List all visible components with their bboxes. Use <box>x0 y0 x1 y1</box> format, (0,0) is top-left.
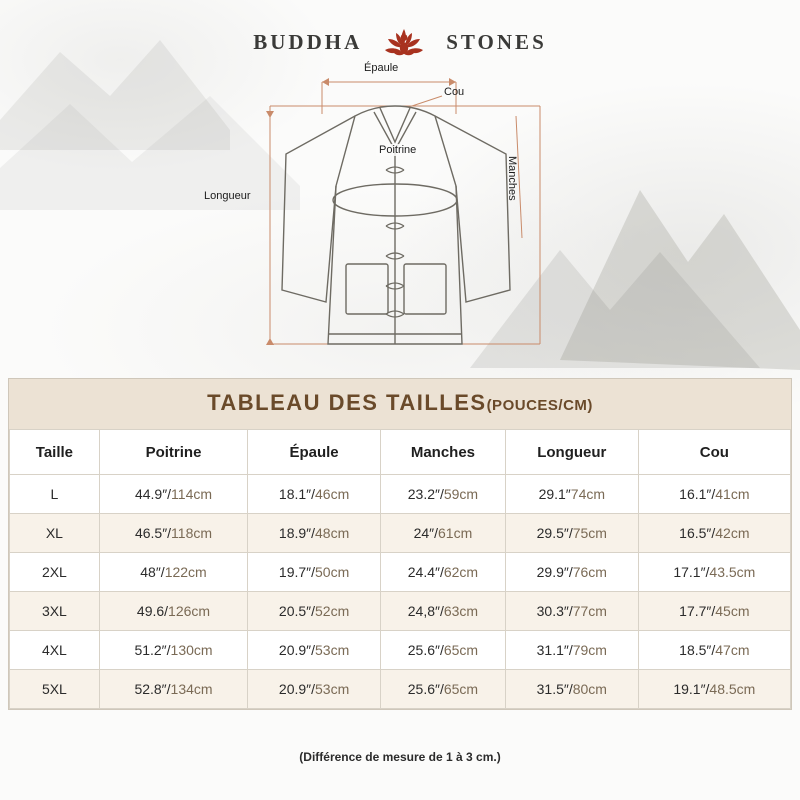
cell-length-inches: 31.1″/ <box>536 642 573 658</box>
cell-sleeve <box>380 631 505 670</box>
cell-size: 4XL <box>10 631 100 670</box>
cell-chest-inches: 49.6/ <box>136 603 169 619</box>
size-table-title-text: TABLEAU DES TAILLES <box>207 390 487 415</box>
cell-shoulder <box>248 514 381 553</box>
diagram-label-shoulder: Épaule <box>364 62 399 74</box>
cell-neck <box>638 475 790 514</box>
cell-neck-cm: 41cm <box>715 486 750 502</box>
cell-shoulder-inches: 20.5″/ <box>278 603 315 619</box>
cell-chest <box>99 514 247 553</box>
size-table-title-unit: (POUCES/CM) <box>486 397 593 414</box>
column-header-chest: Poitrine <box>99 430 247 475</box>
cell-sleeve-cm: 65cm <box>443 681 479 697</box>
table-row <box>10 592 791 631</box>
table-header-row <box>10 430 791 475</box>
cell-sleeve-inches: 25.6″/ <box>407 642 444 658</box>
cell-sleeve-inches: 24″/ <box>413 525 439 541</box>
table-row <box>10 670 791 709</box>
column-header-length: Longueur <box>505 430 638 475</box>
cell-sleeve <box>380 514 505 553</box>
garment-measurement-diagram <box>150 58 650 368</box>
column-header-shoulder: Épaule <box>248 430 381 475</box>
cell-chest-cm: 134cm <box>170 681 213 697</box>
cell-shoulder <box>248 670 381 709</box>
cell-shoulder-cm: 50cm <box>315 564 350 580</box>
cell-neck <box>638 592 790 631</box>
cell-length <box>505 631 638 670</box>
diagram-label-sleeve: Manches <box>506 156 518 201</box>
cell-length-cm: 74cm <box>570 486 606 502</box>
cell-neck <box>638 631 790 670</box>
cell-neck-cm: 42cm <box>715 525 750 541</box>
cell-chest <box>99 592 247 631</box>
diagram-label-length: Longueur <box>204 190 251 202</box>
cell-sleeve-cm: 63cm <box>443 603 479 619</box>
cell-sleeve-cm: 62cm <box>443 564 479 580</box>
cell-shoulder-inches: 18.1″/ <box>278 486 315 502</box>
cell-neck-inches: 16.5″/ <box>679 525 716 541</box>
cell-chest <box>99 631 247 670</box>
cell-neck-inches: 17.1″/ <box>673 564 710 580</box>
cell-neck-inches: 17.7″/ <box>679 603 716 619</box>
cell-sleeve-inches: 24,8″/ <box>407 603 444 619</box>
cell-size: L <box>10 475 100 514</box>
column-header-neck: Cou <box>638 430 790 475</box>
cell-shoulder-cm: 52cm <box>315 603 350 619</box>
cell-chest-cm: 130cm <box>170 642 213 658</box>
cell-chest-cm: 118cm <box>171 525 213 541</box>
cell-chest-cm: 114cm <box>171 486 213 502</box>
cell-chest-inches: 52.8″/ <box>134 681 171 697</box>
cell-length <box>505 475 638 514</box>
cell-length-inches: 31.5″/ <box>536 681 573 697</box>
cell-neck-cm: 43.5cm <box>709 564 756 580</box>
cell-shoulder-inches: 18.9″/ <box>278 525 315 541</box>
cell-chest-inches: 48″/ <box>140 564 165 580</box>
cell-chest <box>99 670 247 709</box>
cell-chest-inches: 51.2″/ <box>134 642 171 658</box>
cell-length-cm: 80cm <box>572 681 607 697</box>
cell-length <box>505 592 638 631</box>
cell-chest <box>99 553 247 592</box>
cell-neck <box>638 553 790 592</box>
cell-neck-inches: 19.1″/ <box>673 681 710 697</box>
size-table-title <box>9 379 791 429</box>
cell-neck-cm: 47cm <box>715 642 750 658</box>
cell-sleeve <box>380 475 505 514</box>
cell-shoulder <box>248 592 381 631</box>
cell-sleeve-inches: 24.4″/ <box>407 564 444 580</box>
table-row <box>10 514 791 553</box>
cell-shoulder-cm: 48cm <box>315 525 350 541</box>
cell-size: 3XL <box>10 592 100 631</box>
cell-neck-cm: 48.5cm <box>709 681 756 697</box>
cell-sleeve-cm: 65cm <box>443 642 479 658</box>
cell-chest <box>99 475 247 514</box>
size-table-container <box>8 378 792 710</box>
diagram-label-chest: Poitrine <box>376 144 419 156</box>
cell-sleeve-cm: 61cm <box>438 525 473 541</box>
cell-size: 2XL <box>10 553 100 592</box>
cell-neck <box>638 514 790 553</box>
cell-size: XL <box>10 514 100 553</box>
column-header-sleeve: Manches <box>380 430 505 475</box>
cell-chest-cm: 122cm <box>164 564 207 580</box>
cell-sleeve <box>380 592 505 631</box>
brand-name-right: STONES <box>446 29 547 54</box>
cell-length-cm: 77cm <box>572 603 607 619</box>
cell-shoulder-cm: 53cm <box>315 642 350 658</box>
cell-sleeve <box>380 670 505 709</box>
diagram-label-neck: Cou <box>444 86 465 98</box>
table-row <box>10 553 791 592</box>
cell-size: 5XL <box>10 670 100 709</box>
cell-sleeve-cm: 59cm <box>443 486 479 502</box>
cell-neck-inches: 16.1″/ <box>679 486 716 502</box>
cell-shoulder-inches: 20.9″/ <box>278 681 315 697</box>
cell-shoulder-inches: 19.7″/ <box>278 564 315 580</box>
cell-sleeve-inches: 25.6″/ <box>407 681 444 697</box>
column-header-size: Taille <box>10 430 100 475</box>
cell-neck <box>638 670 790 709</box>
cell-chest-inches: 44.9″/ <box>134 486 172 502</box>
cell-shoulder <box>248 475 381 514</box>
size-table <box>9 429 791 709</box>
cell-length <box>505 514 638 553</box>
cell-shoulder-cm: 53cm <box>315 681 350 697</box>
cell-length-cm: 75cm <box>572 525 607 541</box>
cell-length-cm: 79cm <box>572 642 607 658</box>
cell-shoulder <box>248 631 381 670</box>
cell-sleeve-inches: 23.2″/ <box>407 486 444 502</box>
cell-neck-cm: 45cm <box>715 603 750 619</box>
cell-length <box>505 670 638 709</box>
cell-length <box>505 553 638 592</box>
cell-length-inches: 29.9″/ <box>536 564 573 580</box>
cell-shoulder-cm: 46cm <box>315 486 350 502</box>
measurement-difference-note: (Différence de mesure de 1 à 3 cm.) <box>299 750 501 764</box>
cell-chest-cm: 126cm <box>168 603 211 619</box>
cell-shoulder <box>248 553 381 592</box>
table-row <box>10 475 791 514</box>
cell-length-cm: 76cm <box>572 564 607 580</box>
brand-name-left: BUDDHA <box>253 29 363 54</box>
cell-sleeve <box>380 553 505 592</box>
cell-chest-inches: 46.5″/ <box>134 525 172 541</box>
cell-length-inches: 29.1″ <box>538 486 571 502</box>
cell-shoulder-inches: 20.9″/ <box>278 642 315 658</box>
cell-length-inches: 30.3″/ <box>536 603 573 619</box>
cell-length-inches: 29.5″/ <box>536 525 573 541</box>
table-row <box>10 631 791 670</box>
cell-neck-inches: 18.5″/ <box>679 642 716 658</box>
